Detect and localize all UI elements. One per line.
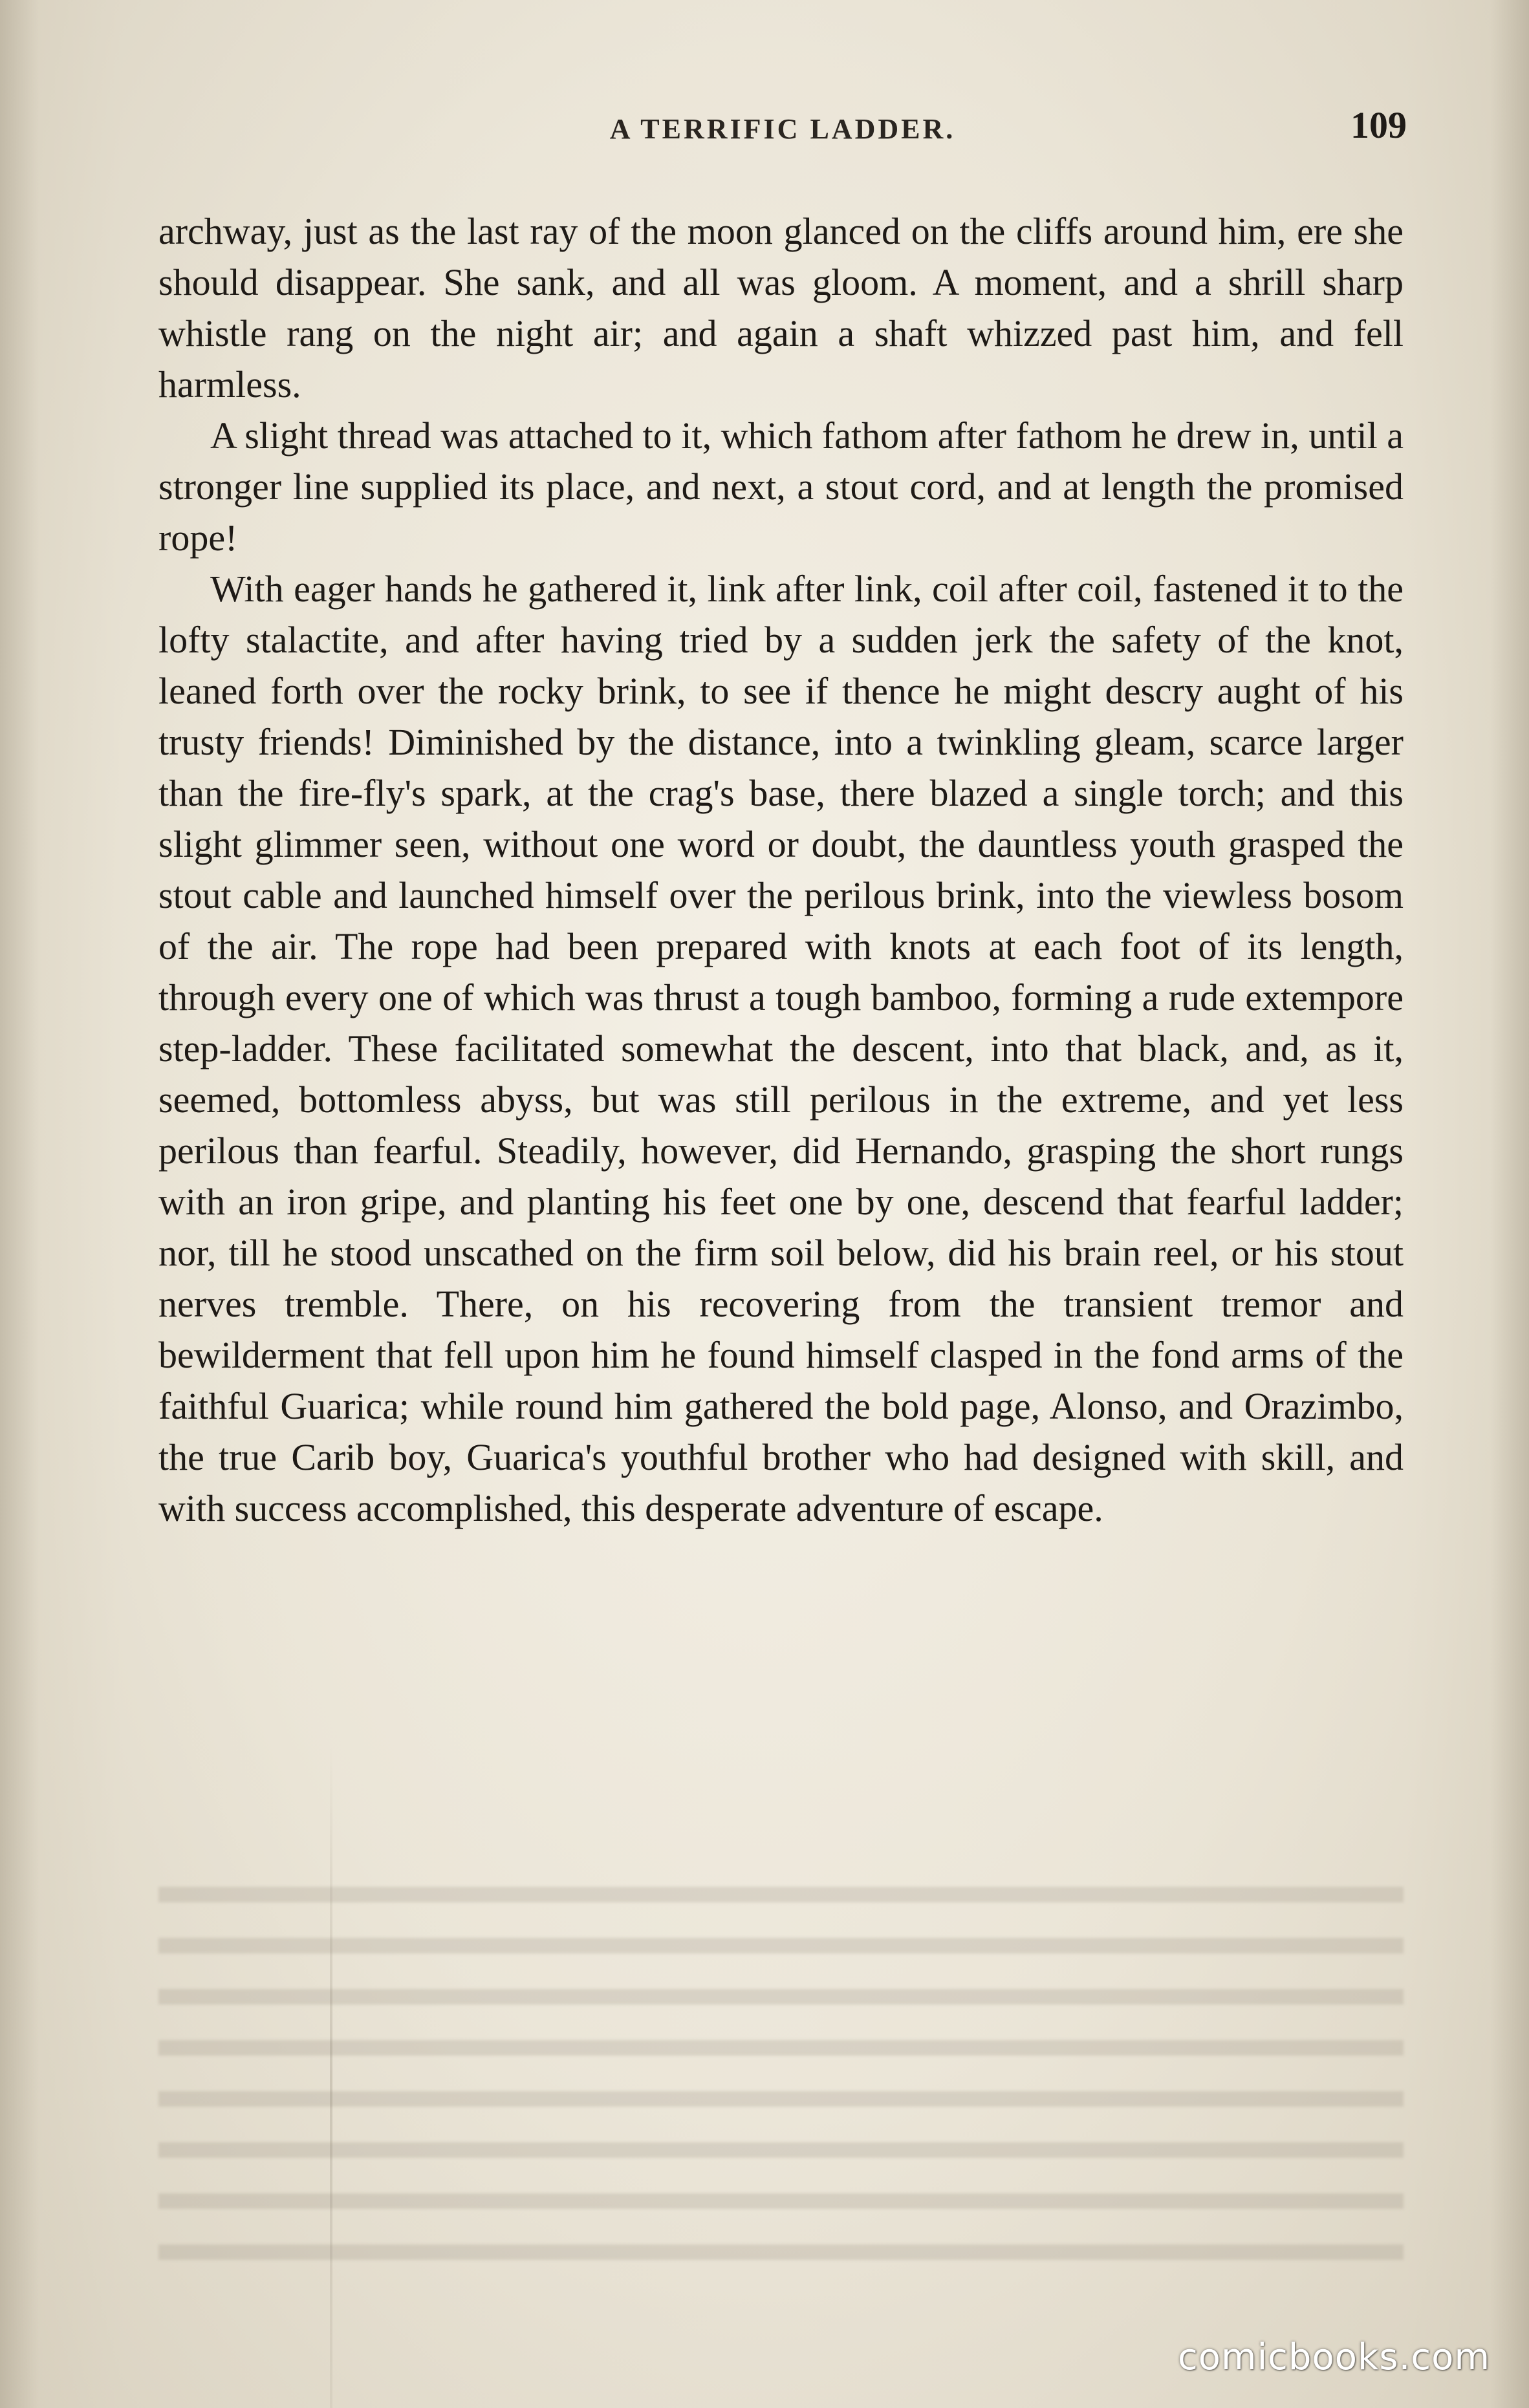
paragraph: archway, just as the last ray of the moon glanced on the cliffs around him, ere she should disappear. She sank, and all was gloom. A moment, and a shrill sharp whistle rang on the night air; and again a shaft whizzed past him, and fell harmless. (158, 210, 1404, 405)
paragraph: A slight thread was attached to it, which fathom after fathom he drew in, until a stronger line supplied its place, and next, a stout cord, and at length the promised rope! (158, 414, 1404, 559)
body-text (158, 206, 1404, 1534)
running-head: A TERRIFIC LADDER. (609, 113, 956, 145)
page-number: 109 (1350, 104, 1407, 146)
reverse-page-show-through (158, 1862, 1404, 2289)
page-edge-shadow (1490, 0, 1529, 2408)
paragraph: With eager hands he gathered it, link after link, coil after coil, fastened it to the lofty stalactite, and after having tried by a sudden jerk the safety of the knot, leaned forth over the rocky brink, to see if thence he might descry aught of his trusty friends! Diminished by the distance, into a twinkling gleam, scarce larger than the fire-fly's spark, at the crag's base, there blazed a single torch; and this slight glimmer seen, without one word or doubt, the dauntless youth grasped the stout cable and launched himself over the perilous brink, into the viewless bosom of the air. The rope had been prepared with knots at each foot of its length, through every one of which was thrust a tough bamboo, forming a rude extempore step-ladder. These facilitated somewhat the descent, into that black, and, as it, seemed, bottomless abyss, but was still perilous in the extreme, and yet less perilous than fearful. Steadily, however, did Hernando, grasping the short rungs with an iron gripe, and planting his feet one by one, descend that fearful ladder; nor, till he stood unscathed on the firm soil below, did his brain reel, or his stout nerves tremble. There, on his recovering from the transient tremor and bewilderment that fell upon him he found himself clasped in the fond arms of the faithful Guarica; while round him gathered the bold page, Alonso, and Orazimbo, the true Carib boy, Guarica's youthful brother who had designed with skill, and with success accomplished, this desperate adventure of escape. (158, 568, 1404, 1529)
page-edge-shadow (0, 0, 39, 2408)
page-header (158, 103, 1407, 162)
watermark: comicbooks.com (1177, 2336, 1490, 2378)
